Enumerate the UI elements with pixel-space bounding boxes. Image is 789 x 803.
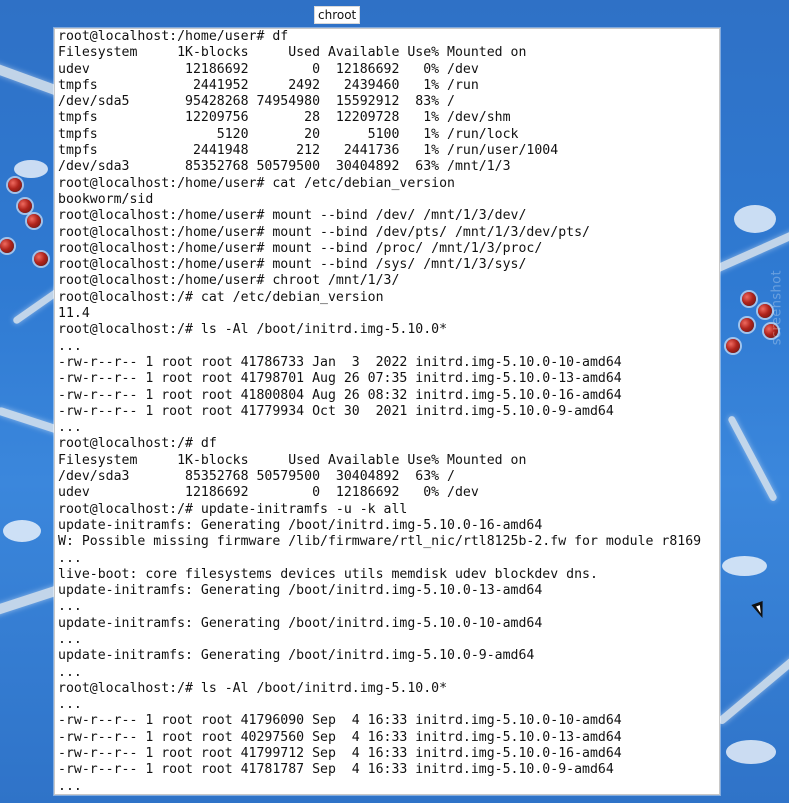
terminal-line: -rw-r--r-- 1 root root 41800804 Aug 26 08:32 initrd.img-5.10.0-16-amd64: [58, 387, 622, 403]
red-berry: [726, 339, 740, 353]
snow-clump: [726, 740, 776, 764]
window-title: chroot: [314, 6, 360, 24]
terminal-line: root@localhost:/home/user# df: [58, 29, 289, 44]
snow-clump: [734, 205, 776, 233]
terminal-line: bookworm/sid: [58, 191, 154, 207]
terminal-line: root@localhost:/home/user# mount --bind /dev/pts/ /mnt/1/3/dev/pts/: [58, 224, 590, 240]
terminal-output: [58, 29, 719, 794]
red-berry: [27, 214, 41, 228]
frosty-branch: [727, 415, 778, 502]
terminal-line: -rw-r--r-- 1 root root 41796090 Sep 4 16:33 initrd.img-5.10.0-10-amd64: [58, 713, 622, 729]
red-berry: [0, 239, 14, 253]
terminal-line: ...: [58, 338, 82, 354]
terminal-line: root@localhost:/# df: [58, 436, 217, 452]
terminal-line: root@localhost:/# cat /etc/debian_version: [58, 289, 384, 305]
terminal-line: -rw-r--r-- 1 root root 40297560 Sep 4 16:33 initrd.img-5.10.0-13-amd64: [58, 729, 622, 745]
snow-clump: [722, 556, 767, 576]
terminal-line: update-initramfs: Generating /boot/initrd.img-5.10.0-13-amd64: [58, 583, 543, 599]
terminal-line: update-initramfs: Generating /boot/initrd.img-5.10.0-16-amd64: [58, 517, 543, 533]
terminal-line: root@localhost:/home/user# mount --bind /proc/ /mnt/1/3/proc/: [58, 240, 543, 256]
terminal-line: ...: [58, 550, 82, 566]
snow-clump: [3, 520, 41, 542]
terminal-line: tmpfs 5120 20 5100 1% /run/lock: [58, 126, 519, 142]
terminal-line: ...: [58, 420, 82, 436]
terminal-line: root@localhost:/home/user# chroot /mnt/1/3/: [58, 273, 400, 289]
terminal-line: ...: [58, 697, 82, 713]
terminal-line: -rw-r--r-- 1 root root 41781787 Sep 4 16:33 initrd.img-5.10.0-9-amd64: [58, 762, 614, 778]
terminal-line: tmpfs 2441948 212 2441736 1% /run/user/1004: [58, 143, 559, 159]
red-berry: [34, 252, 48, 266]
terminal-line: -rw-r--r-- 1 root root 41786733 Jan 3 2022 initrd.img-5.10.0-10-amd64: [58, 354, 622, 370]
terminal-line: root@localhost:/home/user# mount --bind /dev/ /mnt/1/3/dev/: [58, 208, 527, 224]
terminal-line: W: Possible missing firmware /lib/firmware/rtl_nic/rtl8125b-2.fw for module r8169: [58, 534, 702, 550]
terminal-line: /dev/sda3 85352768 50579500 30404892 63% /mnt/1/3: [58, 159, 511, 175]
terminal-line: /dev/sda3 85352768 50579500 30404892 63% /: [58, 469, 455, 485]
terminal-line: root@localhost:/home/user# cat /etc/debian_version: [58, 175, 455, 191]
terminal-line: root@localhost:/home/user# mount --bind /sys/ /mnt/1/3/sys/: [58, 257, 527, 273]
terminal-line: Filesystem 1K-blocks Used Available Use% Mounted on: [58, 452, 527, 468]
terminal-line: /dev/sda5 95428268 74954980 15592912 83% /: [58, 94, 455, 110]
red-berry: [742, 292, 756, 306]
watermark-text: screenshot: [769, 270, 784, 346]
terminal-line: ...: [58, 631, 82, 647]
terminal-line: ...: [58, 599, 82, 615]
terminal-line: udev 12186692 0 12186692 0% /dev: [58, 61, 479, 77]
snow-clump: [14, 160, 48, 178]
terminal-line: -rw-r--r-- 1 root root 41798701 Aug 26 07:35 initrd.img-5.10.0-13-amd64: [58, 371, 622, 387]
red-berry: [8, 178, 22, 192]
terminal-line: live-boot: core filesystems devices utils memdisk udev blockdev dns.: [58, 566, 598, 582]
terminal-window[interactable]: [54, 28, 720, 795]
terminal-line: -rw-r--r-- 1 root root 41779934 Oct 30 2021 initrd.img-5.10.0-9-amd64: [58, 403, 614, 419]
frosty-branch: [716, 642, 789, 725]
red-berry: [740, 318, 754, 332]
terminal-line: root@localhost:/# update-initramfs -u -k all: [58, 501, 408, 517]
terminal-line: Filesystem 1K-blocks Used Available Use% Mounted on: [58, 45, 527, 61]
terminal-line: -rw-r--r-- 1 root root 41799712 Sep 4 16:33 initrd.img-5.10.0-16-amd64: [58, 746, 622, 762]
terminal-line: root@localhost:/# ls -Al /boot/initrd.img-5.10.0*: [58, 680, 448, 696]
terminal-line: ...: [58, 664, 82, 680]
terminal-line: udev 12186692 0 12186692 0% /dev: [58, 485, 479, 501]
terminal-line: tmpfs 2441952 2492 2439460 1% /run: [58, 77, 479, 93]
terminal-line: update-initramfs: Generating /boot/initrd.img-5.10.0-10-amd64: [58, 615, 543, 631]
terminal-line: root@localhost:/# ls -Al /boot/initrd.img-5.10.0*: [58, 322, 448, 338]
terminal-line: 11.4: [58, 306, 90, 322]
terminal-line: ...: [58, 778, 82, 794]
terminal-line: tmpfs 12209756 28 12209728 1% /dev/shm: [58, 110, 511, 126]
red-berry: [18, 199, 32, 213]
terminal-line: update-initramfs: Generating /boot/initrd.img-5.10.0-9-amd64: [58, 648, 535, 664]
